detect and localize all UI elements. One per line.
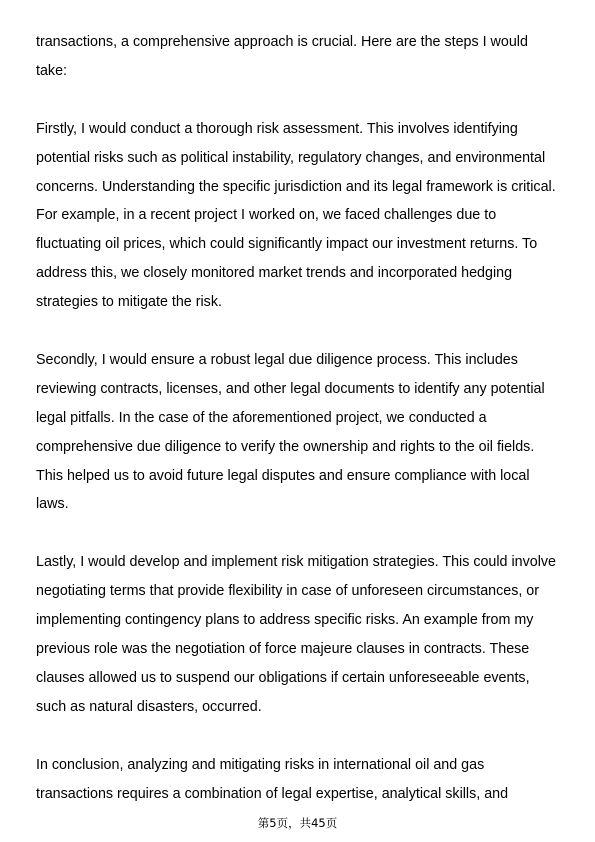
text-line: concerns. Understanding the specific jurisdiction and its legal framework is critical. [36,178,556,195]
text-line: strategies to mitigate the risk. [36,294,222,311]
text-line: take: [36,62,67,79]
text-line: legal pitfalls. In the case of the aforementioned project, we conducted a [36,409,487,426]
text-line: previous role was the negotiation of force majeure clauses in contracts. These [36,640,530,657]
text-line: implementing contingency plans to address specific risks. An example from my [36,612,534,629]
paragraph-risk-assessment [36,115,566,317]
paragraph-mitigation [36,548,566,721]
text-line: laws. [36,496,69,513]
text-line: This helped us to avoid future legal disputes and ensure compliance with local [36,467,530,484]
text-line: reviewing contracts, licenses, and other legal documents to identify any potential [36,380,545,397]
text-line: address this, we closely monitored market trends and incorporated hedging [36,265,513,282]
body-text [36,28,566,808]
paragraph-due-diligence [36,346,566,519]
text-line: negotiating terms that provide flexibility in case of unforeseen circumstances, or [36,583,540,600]
text-line: Firstly, I would conduct a thorough risk assessment. This involves identifying [36,120,518,137]
page-number: 第5页，共45页 [257,816,338,830]
paragraph-intro [36,28,566,86]
text-line: potential risks such as political instability, regulatory changes, and environmental [36,149,546,166]
text-line: Lastly, I would develop and implement risk mitigation strategies. This could involve [36,554,556,571]
text-line: transactions requires a combination of legal expertise, analytical skills, and [36,785,509,802]
text-line: such as natural disasters, occurred. [36,698,262,715]
text-line: In conclusion, analyzing and mitigating risks in international oil and gas [36,756,485,773]
text-line: Secondly, I would ensure a robust legal due diligence process. This includes [36,351,518,368]
paragraph-conclusion [36,751,566,809]
text-line: comprehensive due diligence to verify the ownership and rights to the oil fields. [36,438,535,455]
text-line: clauses allowed us to suspend our obligations if certain unforeseeable events, [36,669,530,686]
text-line: transactions, a comprehensive approach is crucial. Here are the steps I would [36,34,528,50]
text-line: fluctuating oil prices, which could significantly impact our investment returns. To [36,236,538,253]
text-line: For example, in a recent project I worked on, we faced challenges due to [36,207,497,224]
